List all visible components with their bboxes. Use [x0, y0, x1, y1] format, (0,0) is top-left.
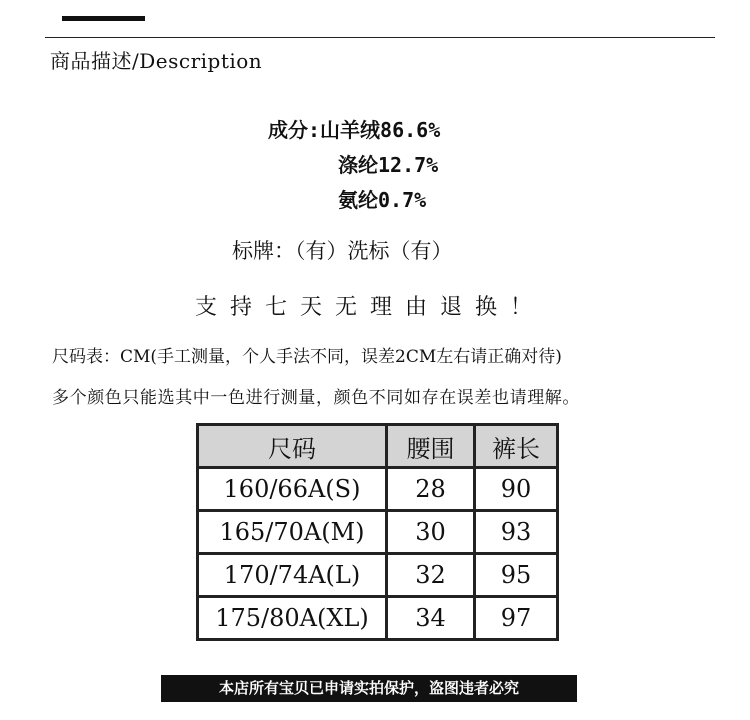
header-size: 尺码 [198, 425, 387, 468]
size-measure-note: 尺码表：CM(手工测量，个人手法不同，误差2CM左右请正确对待) [52, 347, 562, 367]
waist-cell: 28 [387, 468, 475, 511]
header-waist: 腰围 [387, 425, 475, 468]
copyright-notice: 本店所有宝贝已申请实拍保护，盗图违者必究 [161, 675, 577, 702]
header-length: 裤长 [475, 425, 558, 468]
size-table [196, 423, 559, 641]
table-row [198, 597, 558, 640]
composition-prefix: 成分: [268, 118, 321, 142]
header-divider [45, 37, 715, 38]
size-cell: 175/80A(XL) [198, 597, 387, 640]
length-cell: 90 [475, 468, 558, 511]
composition-item-cashmere: 山羊绒86.6% [320, 118, 441, 142]
composition-item-polyester: 涤纶12.7% [338, 153, 439, 177]
composition-item-spandex: 氨纶0.7% [338, 188, 427, 212]
composition-line-1 [268, 114, 440, 143]
size-table-header [198, 425, 558, 468]
return-policy: 支持七天无理由退换！ [195, 295, 546, 320]
length-cell: 97 [475, 597, 558, 640]
label-info: 标牌：（有）洗标（有） [232, 239, 453, 263]
length-cell: 93 [475, 511, 558, 554]
waist-cell: 32 [387, 554, 475, 597]
waist-cell: 34 [387, 597, 475, 640]
length-cell: 95 [475, 554, 558, 597]
size-cell: 165/70A(M) [198, 511, 387, 554]
section-title: 商品描述/Description [50, 49, 263, 73]
size-cell: 170/74A(L) [198, 554, 387, 597]
top-accent-bar [62, 16, 145, 21]
color-note: 多个颜色只能选其中一色进行测量，颜色不同如存在误差也请理解。 [52, 388, 580, 408]
waist-cell: 30 [387, 511, 475, 554]
table-row [198, 468, 558, 511]
size-cell: 160/66A(S) [198, 468, 387, 511]
table-row [198, 511, 558, 554]
table-row [198, 554, 558, 597]
